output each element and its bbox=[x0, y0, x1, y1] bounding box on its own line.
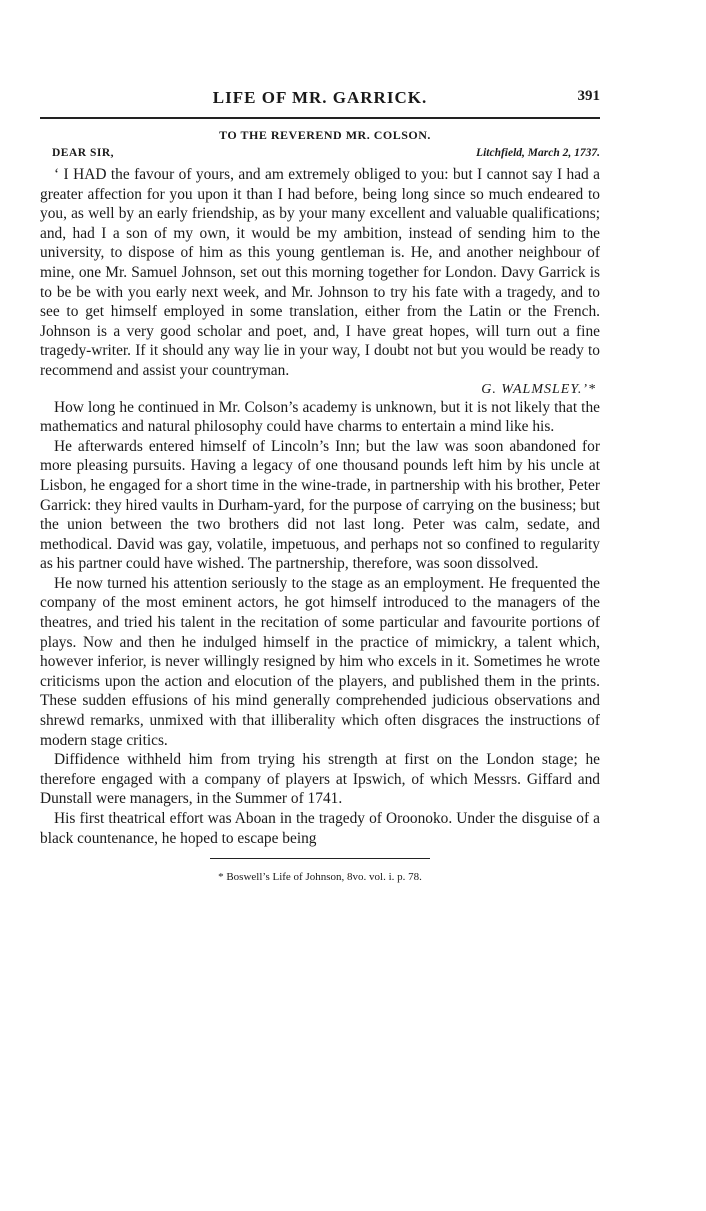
letter-dateline: Litchfield, March 2, 1737. bbox=[476, 147, 600, 159]
paragraph-first-effort: His first theatrical effort was Aboan in the tragedy of Oroonoko. Under the disguise of a black countenance, he hoped to escape being bbox=[40, 810, 600, 847]
letter-heading: TO THE REVEREND MR. COLSON. bbox=[219, 128, 431, 142]
footnote-rule bbox=[210, 858, 430, 859]
salutation-row bbox=[40, 147, 600, 159]
paragraph-wine-trade: He afterwards entered himself of Lincoln’s Inn; but the law was soon abandoned for more pleasing pursuits. Having a legacy of one thousand pounds left him by his uncle at Lisbon, he engaged for a short time in the wine-trade, in partnership with his brother, Peter Garrick: they hired vaults in Durham-yard, for the purpose of carrying on the business; but the union between the two brothers did not last long. Peter was calm, sedate, and methodical. David was gay, volatile, impetuous, and perhaps not so confined to regularity as his partner could have wished. The partnership, therefore, was soon dissolved. bbox=[40, 437, 600, 573]
page-number: 391 bbox=[577, 88, 600, 104]
letter-signature: G. WALMSLEY.’* bbox=[481, 381, 596, 397]
header-rule bbox=[40, 117, 600, 119]
running-title: LIFE OF MR. GARRICK. bbox=[212, 88, 428, 107]
running-header bbox=[40, 80, 600, 120]
paragraph-stage-employment: He now turned his attention seriously to the stage as an employment. He frequented the company of the most eminent actors, he got himself introduced to the managers of the theatres, and tried his talent in the recitation of some particular and favourite portions of plays. Now and then he indulged himself in the practice of mimickry, a talent which, however inferior, is never willingly resigned by him who excels in it. Sometimes he wrote criticisms upon the action and elocution of the players, and published them in the prints. These sudden effusions of his mind generally comprehended judicious observations and shrewd remarks, unmixed with that illiberality which often disgraces the instructions of modern stage critics. bbox=[40, 574, 600, 749]
book-page bbox=[40, 80, 600, 883]
paragraph-ipswich: Diffidence withheld him from trying his strength at first on the London stage; he therefore engaged with a company of players at Ipswich, of which Messrs. Giffard and Dunstall were managers, in the Summer of 1741. bbox=[40, 751, 600, 808]
letter-body: ‘ I HAD the favour of yours, and am extremely obliged to you: but I cannot say I had a greater affection for you upon it than I had before, being long since so much endeared to you, as well by an early friendship, as by your many excellent and valuable qualifications; and, had I a son of my own, it would be my ambition, instead of sending him to the university, to dispose of him as this young gentleman is. He, and another neighbour of mine, one Mr. Samuel Johnson, set out this morning together for London. Davy Garrick is to be be with you early next week, and Mr. Johnson to try his fate with a tragedy, and to see to get himself employed in some translation, either from the Latin or the French. Johnson is a very good scholar and poet, and, I have great hopes, will turn out a fine tragedy-writer. If it should any way lie in your way, I doubt not but you would be ready to recommend and assist your countryman. bbox=[40, 166, 600, 379]
salutation: DEAR SIR, bbox=[52, 147, 115, 159]
footnote: * Boswell’s Life of Johnson, 8vo. vol. i. p. 78. bbox=[218, 871, 422, 884]
paragraph-colson-academy: How long he continued in Mr. Colson’s academy is unknown, but it is not likely that the mathematics and natural philosophy could have charms to entertain a mind like his. bbox=[40, 398, 600, 436]
